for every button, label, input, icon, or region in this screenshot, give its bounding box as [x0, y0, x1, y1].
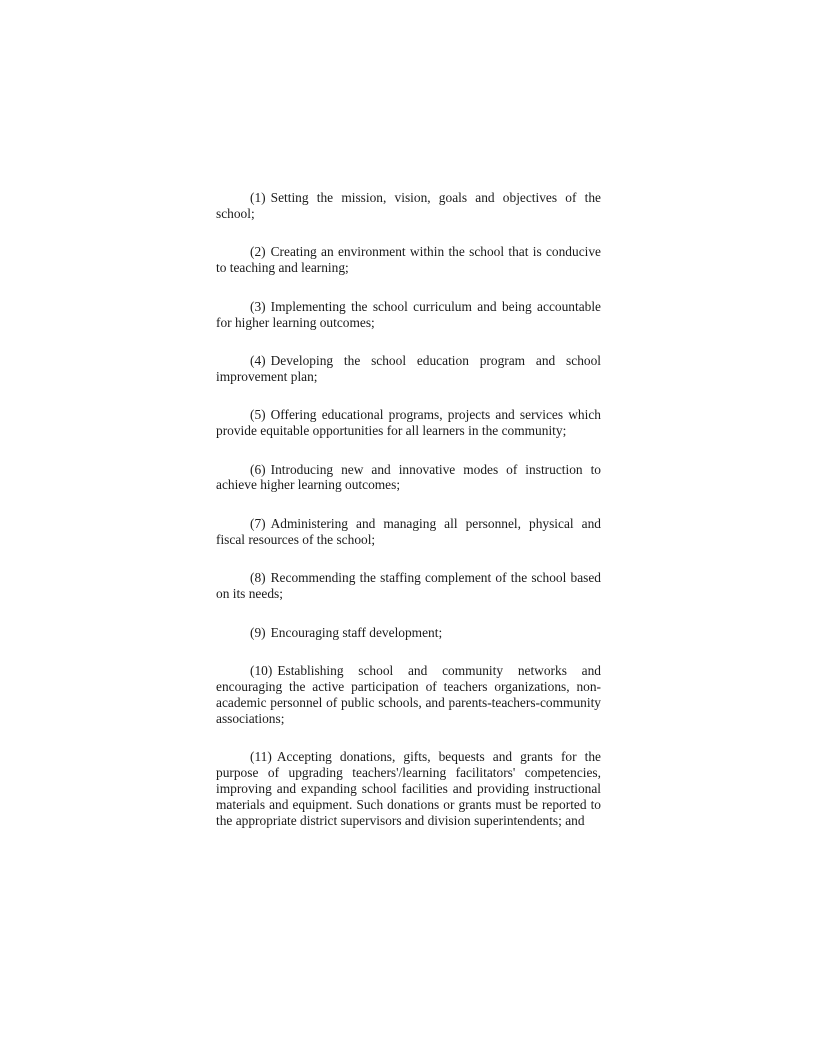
item-number: (8) [250, 570, 266, 586]
item-number: (5) [250, 407, 266, 423]
item-number: (3) [250, 298, 266, 314]
item-text: Offering educational programs, projects and services which provide equitable opportunities for all learners in the community; [216, 407, 601, 439]
item-text: Establishing school and community networks and encouraging the active participation of teachers organizations, non-academic personnel of public schools, and parents-teachers-community associations; [216, 662, 601, 726]
item-number: (10) [250, 662, 273, 678]
item-text: Introducing new and innovative modes of instruction to achieve higher learning outcomes; [216, 461, 601, 493]
item-number: (9) [250, 624, 266, 640]
item-number: (2) [250, 244, 266, 260]
list-item-1 [216, 190, 601, 222]
item-number: (6) [250, 461, 266, 477]
list-item-2 [216, 244, 601, 276]
item-text: Encouraging staff development; [270, 624, 443, 640]
item-number: (1) [250, 190, 266, 205]
item-number: (4) [250, 352, 266, 368]
item-text: Accepting donations, gifts, bequests and grants for the purpose of upgrading teachers'/learning facilitators' competencies, improving and expanding school facilities and providing instructional materials and equipment. Such donations or grants must be reported to the appropriate district supervisors and division superintendents; and [216, 749, 601, 828]
item-text: Developing the school education program and school improvement plan; [216, 352, 601, 384]
list-item-9 [216, 625, 601, 641]
item-text: Creating an environment within the school that is conducive to teaching and learning; [216, 244, 601, 276]
item-number: (7) [250, 515, 266, 531]
list-item-10 [216, 663, 601, 727]
item-text: Administering and managing all personnel, physical and fiscal resources of the school; [216, 515, 601, 547]
list-item-8 [216, 570, 601, 602]
item-text: Recommending the staffing complement of the school based on its needs; [216, 570, 601, 602]
list-item-6 [216, 462, 601, 494]
list-item-11 [216, 749, 601, 829]
item-number: (11) [250, 749, 272, 765]
item-text: Implementing the school curriculum and being accountable for higher learning outcomes; [216, 298, 601, 330]
list-item-3 [216, 299, 601, 331]
list-item-7 [216, 516, 601, 548]
list-item-5 [216, 407, 601, 439]
item-text: Setting the mission, vision, goals and objectives of the school; [216, 190, 601, 221]
document-page [216, 190, 601, 851]
list-item-4 [216, 353, 601, 385]
